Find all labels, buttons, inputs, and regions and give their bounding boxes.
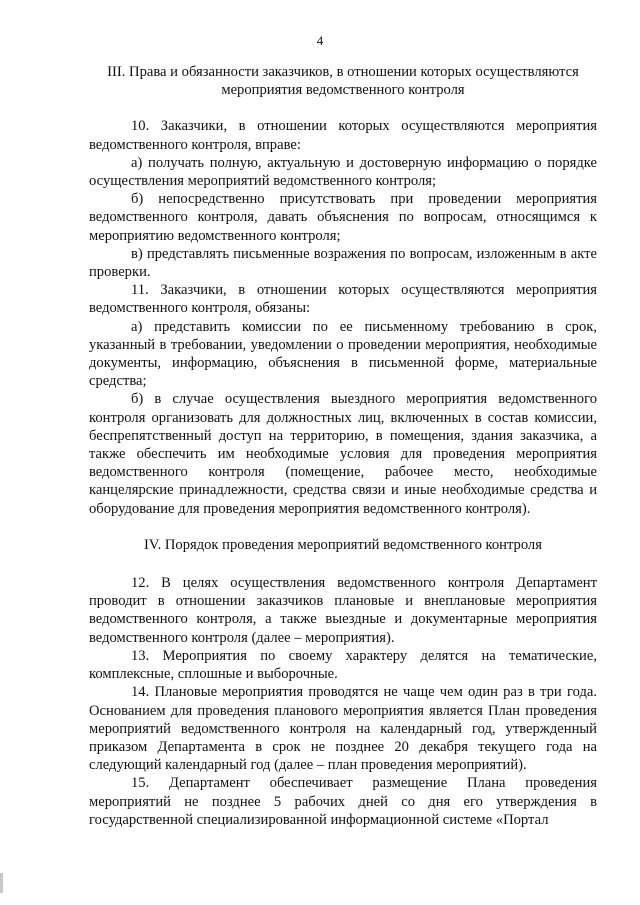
paragraph-12: 12. В целях осуществления ведомственного контроля Департамент проводит в отношении заказчиков плановые и внеплановые мероприятия ведомственного контроля, а также выездные и документарные мероприятия ведомственного контроля (далее – мероприятия). xyxy=(89,575,597,646)
paragraph-14: 14. Плановые мероприятия проводятся не чаще чем один раз в три года. Основанием для проведения планового мероприятия является План проведения мероприятий ведомственного контроля на календарный год, утвержденный приказом Департамента в срок не позднее 20 декабря текущего года на следующий календарный год (далее – план проведения мероприятий). xyxy=(89,684,597,774)
paragraph-11: 11. Заказчики, в отношении которых осуществляются мероприятия ведомственного контроля, обязаны: xyxy=(89,282,597,317)
document-body xyxy=(89,63,597,829)
paragraph-10-b: б) непосредственно присутствовать при проведении мероприятия ведомственного контроля, давать объяснения по вопросам, относящимся к мероприятию ведомственного контроля; xyxy=(89,191,597,244)
paragraph-10-v: в) представлять письменные возражения по вопросам, изложенным в акте проверки. xyxy=(89,245,597,281)
paragraph-11-b: б) в случае осуществления выездного мероприятия ведомственного контроля организовать для должностных лиц, включенных в состав комиссии, беспрепятственный доступ на территорию, в помещения, здания заказчика, а также обеспечить им необходимые условия для проведения мероприятия ведомственного контроля (помещение, рабочее место, необходимые канцелярские принадлежности, средства связи и иные необходимые средства и оборудование для проведения мероприятия ведомственного контроля). xyxy=(89,391,597,517)
section-3-heading: III. Права и обязанности заказчиков, в отношении которых осуществляются мероприятия ведомственного контроля xyxy=(107,64,579,99)
paragraph-13: 13. Мероприятия по своему характеру делятся на тематические, комплексные, сплошные и выборочные. xyxy=(89,647,597,683)
paragraph-11-a: а) представить комиссии по ее письменному требованию в срок, указанный в требовании, уведомлении о проведении мероприятия, необходимые документы, информацию, объяснения в письменной форме, материальные средства; xyxy=(89,318,597,390)
page-number: 4 xyxy=(316,33,324,48)
paragraph-15: 15. Департамент обеспечивает размещение Плана проведения мероприятий не позднее 5 рабочих дней со дня его утверждения в государственной специализированной информационной системе «Портал xyxy=(89,775,597,828)
scan-edge-mark xyxy=(0,873,3,893)
paragraph-10-a: а) получать полную, актуальную и достоверную информацию о порядке осуществления мероприятий ведомственного контроля; xyxy=(89,154,597,190)
paragraph-10: 10. Заказчики, в отношении которых осуществляются мероприятия ведомственного контроля, вправе: xyxy=(89,118,597,153)
section-4-heading: IV. Порядок проведения мероприятий ведомственного контроля xyxy=(144,536,542,553)
